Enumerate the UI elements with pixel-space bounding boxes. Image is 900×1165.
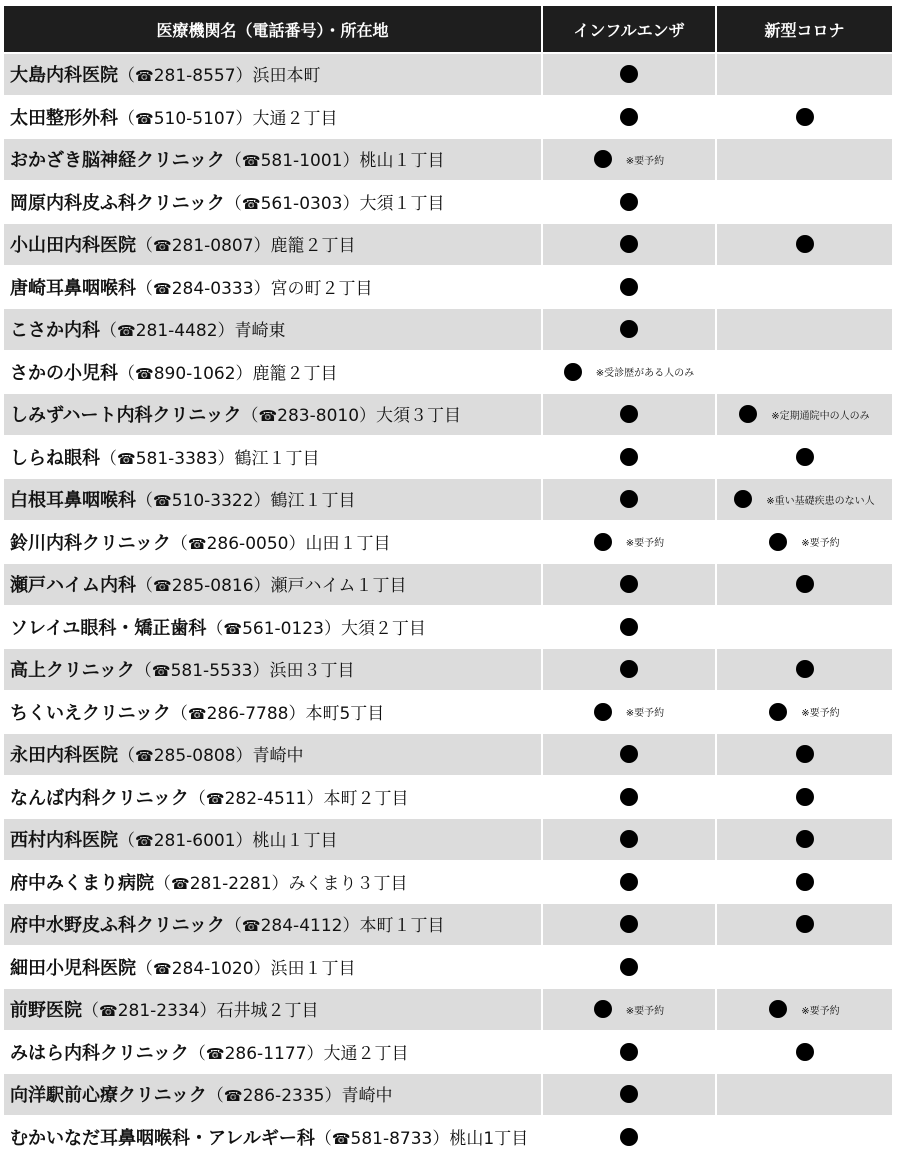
influenza-cell (543, 1032, 717, 1075)
clinic-cell (4, 437, 543, 480)
table-row (4, 862, 892, 905)
available-dot-icon (769, 1000, 787, 1018)
clinic-phone: （☎284-4112） (224, 916, 360, 937)
influenza-cell (543, 1117, 717, 1160)
covid-note: ※重い基礎疾患のない人 (766, 495, 875, 507)
covid-cell (717, 267, 892, 310)
clinic-phone: （☎561-0123） (206, 618, 341, 639)
clinic-address: 大通２丁目 (323, 1043, 409, 1064)
table-row (4, 947, 892, 990)
clinic-name: 瀬戸ハイム内科 (10, 575, 136, 597)
influenza-cell (543, 947, 717, 990)
available-dot-icon (594, 533, 612, 551)
influenza-cell (543, 692, 717, 735)
influenza-cell (543, 437, 717, 480)
covid-cell (717, 734, 892, 777)
clinic-phone: （☎285-0808） (118, 746, 253, 767)
available-dot-icon (620, 915, 638, 933)
available-dot-icon (620, 660, 638, 678)
clinic-phone: （☎281-8557） (118, 66, 253, 87)
table-row (4, 1117, 892, 1160)
phone-icon: ☎ (153, 577, 172, 596)
phone-icon: ☎ (241, 152, 261, 171)
clinic-address: みくまり３丁目 (288, 873, 408, 894)
covid-cell (717, 182, 892, 225)
clinic-phone: （☎581-5533） (134, 661, 270, 682)
table-row (4, 904, 892, 947)
influenza-cell (543, 394, 717, 437)
clinic-cell (4, 54, 543, 97)
clinic-name: なんば内科クリニック (10, 787, 189, 809)
covid-note: ※要予約 (801, 1005, 840, 1017)
influenza-cell (543, 1074, 717, 1117)
clinic-cell (4, 904, 543, 947)
clinic-cell (4, 1074, 543, 1117)
covid-cell (717, 777, 892, 820)
clinic-phone: （☎282-4511） (188, 788, 324, 809)
phone-icon: ☎ (99, 1002, 118, 1021)
available-dot-icon (620, 65, 638, 83)
available-dot-icon (796, 108, 814, 126)
influenza-cell (543, 479, 717, 522)
header-covid: 新型コロナ (717, 6, 892, 54)
available-dot-icon (796, 745, 814, 763)
influenza-cell (543, 182, 717, 225)
clinic-address: 鶴江１丁目 (234, 448, 320, 469)
available-dot-icon (620, 278, 638, 296)
clinic-address: 青崎中 (341, 1086, 393, 1107)
table-row (4, 182, 892, 225)
clinic-name: ソレイユ眼科・矯正歯科 (10, 617, 207, 639)
clinic-name: 高上クリニック (10, 660, 135, 682)
table-row (4, 267, 892, 310)
covid-cell (717, 394, 892, 437)
phone-icon: ☎ (187, 704, 207, 723)
clinic-cell (4, 947, 543, 990)
table-row (4, 607, 892, 650)
phone-icon: ☎ (223, 619, 243, 638)
clinic-phone: （☎286-1177） (188, 1043, 324, 1064)
table-row (4, 224, 892, 267)
covid-cell (717, 139, 892, 182)
covid-cell (717, 522, 892, 565)
available-dot-icon (734, 490, 752, 508)
clinic-address: 鹿籠２丁目 (270, 236, 356, 257)
available-dot-icon (594, 150, 612, 168)
table-row (4, 394, 892, 437)
available-dot-icon (620, 108, 638, 126)
clinic-address: 本町２丁目 (323, 788, 409, 809)
clinic-phone: （☎285-0816） (136, 576, 271, 597)
covid-cell (717, 309, 892, 352)
clinic-address: 大須２丁目 (340, 618, 426, 639)
clinic-cell (4, 1032, 543, 1075)
clinic-name: 向洋駅前心療クリニック (10, 1085, 207, 1107)
header-name: 医療機関名（電話番号）・所在地 (4, 6, 543, 54)
phone-icon: ☎ (135, 109, 154, 128)
influenza-cell (543, 819, 717, 862)
header-row (4, 6, 892, 54)
phone-icon: ☎ (153, 237, 172, 256)
clinic-phone: （☎581-3383） (100, 448, 235, 469)
covid-cell (717, 607, 892, 650)
clinic-phone: （☎281-4482） (100, 321, 235, 342)
clinic-phone: （☎284-1020） (136, 958, 271, 979)
clinic-cell (4, 479, 543, 522)
influenza-cell (543, 649, 717, 692)
phone-icon: ☎ (258, 407, 278, 426)
clinic-phone: （☎283-8010） (241, 406, 377, 427)
clinic-cell (4, 394, 543, 437)
clinic-cell (4, 989, 543, 1032)
clinic-address: 桃山1丁目 (449, 1128, 529, 1149)
available-dot-icon (620, 788, 638, 806)
phone-icon: ☎ (135, 747, 154, 766)
clinic-name: しらね眼科 (10, 447, 100, 469)
clinic-cell (4, 267, 543, 310)
clinic-address: 本町5丁目 (305, 703, 385, 724)
influenza-note: ※要予約 (625, 708, 665, 720)
influenza-cell (543, 54, 717, 97)
phone-icon: ☎ (205, 789, 225, 808)
influenza-cell (543, 564, 717, 607)
clinic-name: 小山田内科医院 (10, 235, 136, 257)
clinic-cell (4, 862, 543, 905)
clinic-name: 前野医院 (10, 1000, 82, 1022)
covid-note: ※要予約 (801, 538, 840, 550)
influenza-cell (543, 224, 717, 267)
clinic-address: 大須３丁目 (376, 406, 462, 427)
clinic-phone: （☎890-1062） (118, 363, 253, 384)
phone-icon: ☎ (135, 832, 154, 851)
available-dot-icon (620, 193, 638, 211)
clinic-cell (4, 139, 543, 182)
phone-icon: ☎ (153, 959, 172, 978)
available-dot-icon (620, 490, 638, 508)
clinic-phone: （☎510-3322） (136, 491, 271, 512)
clinic-name: 大島内科医院 (10, 65, 118, 87)
clinic-name: 永田内科医院 (10, 745, 118, 767)
clinic-phone: （☎561-0303） (224, 193, 360, 214)
clinic-phone: （☎286-0050） (170, 533, 306, 554)
clinic-cell (4, 224, 543, 267)
clinic-address: 桃山１丁目 (359, 151, 445, 172)
clinic-phone: （☎581-8733） (314, 1128, 450, 1149)
clinic-name: 西村内科医院 (10, 830, 118, 852)
available-dot-icon (796, 830, 814, 848)
influenza-cell (543, 989, 717, 1032)
covid-cell (717, 97, 892, 140)
available-dot-icon (796, 915, 814, 933)
table-row (4, 139, 892, 182)
table-row (4, 777, 892, 820)
influenza-note: ※要予約 (625, 538, 665, 550)
available-dot-icon (796, 575, 814, 593)
phone-icon: ☎ (153, 279, 172, 298)
phone-icon: ☎ (205, 1044, 225, 1063)
table-row (4, 54, 892, 97)
clinic-name: おかざき脳神経クリニック (10, 150, 225, 172)
clinic-address: 石井城２丁目 (216, 1001, 319, 1022)
clinic-name: 府中みくまり病院 (10, 872, 154, 894)
phone-icon: ☎ (171, 874, 190, 893)
clinic-address: 宮の町２丁目 (270, 278, 373, 299)
covid-note: ※定期通院中の人のみ (771, 410, 870, 422)
clinic-cell (4, 734, 543, 777)
clinic-name: 細田小児科医院 (10, 957, 136, 979)
clinic-address: 大須１丁目 (359, 193, 445, 214)
clinic-phone: （☎281-2334） (82, 1001, 217, 1022)
available-dot-icon (796, 448, 814, 466)
influenza-cell (543, 352, 717, 395)
covid-cell (717, 352, 892, 395)
clinic-phone: （☎281-6001） (118, 831, 253, 852)
table-row (4, 1074, 892, 1117)
clinic-cell (4, 309, 543, 352)
available-dot-icon (769, 703, 787, 721)
available-dot-icon (594, 1000, 612, 1018)
influenza-cell (543, 904, 717, 947)
clinic-address: 浜田本町 (252, 66, 321, 87)
table-row (4, 819, 892, 862)
covid-cell (717, 437, 892, 480)
available-dot-icon (620, 873, 638, 891)
clinic-name: 府中水野皮ふ科クリニック (10, 915, 225, 937)
table-row (4, 437, 892, 480)
available-dot-icon (796, 788, 814, 806)
clinic-name: こさか内科 (10, 320, 100, 342)
available-dot-icon (620, 235, 638, 253)
available-dot-icon (620, 575, 638, 593)
clinic-cell (4, 182, 543, 225)
clinic-phone: （☎510-5107） (118, 108, 253, 129)
clinic-cell (4, 777, 543, 820)
table-row (4, 564, 892, 607)
covid-cell (717, 989, 892, 1032)
clinic-cell (4, 819, 543, 862)
clinic-cell (4, 522, 543, 565)
available-dot-icon (594, 703, 612, 721)
influenza-cell (543, 97, 717, 140)
influenza-note: ※受診歴がある人のみ (595, 368, 695, 380)
table-row (4, 989, 892, 1032)
table-row (4, 1032, 892, 1075)
clinic-cell (4, 607, 543, 650)
table-row (4, 692, 892, 735)
clinic-phone: （☎581-1001） (224, 151, 360, 172)
clinic-address: 本町１丁目 (359, 916, 445, 937)
clinic-cell (4, 97, 543, 140)
covid-cell (717, 692, 892, 735)
available-dot-icon (620, 1085, 638, 1103)
clinic-address: 鹿籠２丁目 (252, 363, 338, 384)
table-row (4, 97, 892, 140)
available-dot-icon (564, 363, 582, 381)
clinic-address: 山田１丁目 (305, 533, 391, 554)
clinic-cell (4, 692, 543, 735)
available-dot-icon (620, 1043, 638, 1061)
available-dot-icon (769, 533, 787, 551)
table-row (4, 352, 892, 395)
clinic-address: 青崎中 (252, 746, 304, 767)
phone-icon: ☎ (331, 1129, 351, 1148)
covid-cell (717, 1074, 892, 1117)
table-row (4, 734, 892, 777)
clinic-address: 浜田３丁目 (269, 661, 355, 682)
clinic-name: しみずハート内科クリニック (10, 405, 242, 427)
covid-cell (717, 1032, 892, 1075)
phone-icon: ☎ (241, 194, 261, 213)
influenza-cell (543, 734, 717, 777)
header-influenza: インフルエンザ (543, 6, 717, 54)
clinic-cell (4, 649, 543, 692)
available-dot-icon (739, 405, 757, 423)
clinic-phone: （☎284-0333） (136, 278, 271, 299)
table-row (4, 479, 892, 522)
available-dot-icon (796, 1043, 814, 1061)
clinic-name: むかいなだ耳鼻咽喉科・アレルギー科 (10, 1127, 315, 1149)
influenza-cell (543, 309, 717, 352)
clinic-address: 瀬戸ハイム１丁目 (270, 576, 407, 597)
clinic-phone: （☎281-2281） (154, 873, 289, 894)
clinic-name: 唐崎耳鼻咽喉科 (10, 277, 136, 299)
clinic-name: 鈴川内科クリニック (10, 532, 171, 554)
covid-cell (717, 1117, 892, 1160)
available-dot-icon (620, 1128, 638, 1146)
clinic-phone: （☎286-2335） (206, 1086, 342, 1107)
phone-icon: ☎ (117, 449, 136, 468)
available-dot-icon (620, 405, 638, 423)
table-row (4, 309, 892, 352)
covid-cell (717, 819, 892, 862)
table-row (4, 522, 892, 565)
clinic-cell (4, 564, 543, 607)
covid-cell (717, 224, 892, 267)
available-dot-icon (796, 873, 814, 891)
table-row (4, 649, 892, 692)
influenza-cell (543, 267, 717, 310)
clinic-name: ちくいえクリニック (10, 702, 171, 724)
available-dot-icon (620, 320, 638, 338)
influenza-cell (543, 607, 717, 650)
clinic-name: みはら内科クリニック (10, 1042, 189, 1064)
influenza-note: ※要予約 (625, 1005, 665, 1017)
phone-icon: ☎ (153, 492, 172, 511)
covid-cell (717, 649, 892, 692)
clinic-name: 太田整形外科 (10, 107, 118, 129)
covid-cell (717, 947, 892, 990)
clinic-address: 大通２丁目 (252, 108, 338, 129)
clinic-name: さかの小児科 (10, 362, 118, 384)
phone-icon: ☎ (187, 534, 207, 553)
available-dot-icon (620, 958, 638, 976)
available-dot-icon (620, 618, 638, 636)
influenza-cell (543, 777, 717, 820)
clinic-table (4, 6, 892, 1159)
clinic-phone: （☎286-7788） (170, 703, 306, 724)
covid-cell (717, 904, 892, 947)
clinic-name: 白根耳鼻咽喉科 (10, 490, 136, 512)
phone-icon: ☎ (135, 364, 154, 383)
clinic-name: 岡原内科皮ふ科クリニック (10, 192, 225, 214)
available-dot-icon (796, 660, 814, 678)
phone-icon: ☎ (241, 917, 261, 936)
available-dot-icon (620, 745, 638, 763)
available-dot-icon (620, 448, 638, 466)
clinic-cell (4, 1117, 543, 1160)
covid-cell (717, 564, 892, 607)
available-dot-icon (620, 830, 638, 848)
covid-cell (717, 479, 892, 522)
covid-cell (717, 54, 892, 97)
influenza-cell (543, 139, 717, 182)
influenza-cell (543, 862, 717, 905)
clinic-address: 桃山１丁目 (252, 831, 338, 852)
clinic-phone: （☎281-0807） (136, 236, 271, 257)
phone-icon: ☎ (117, 322, 136, 341)
covid-cell (717, 862, 892, 905)
clinic-cell (4, 352, 543, 395)
phone-icon: ☎ (223, 1087, 243, 1106)
phone-icon: ☎ (135, 67, 154, 86)
covid-note: ※要予約 (801, 708, 840, 720)
phone-icon: ☎ (151, 662, 171, 681)
clinic-address: 鶴江１丁目 (270, 491, 356, 512)
influenza-cell (543, 522, 717, 565)
available-dot-icon (796, 235, 814, 253)
clinic-address: 浜田１丁目 (270, 958, 356, 979)
influenza-note: ※要予約 (625, 155, 665, 167)
clinic-address: 青崎東 (234, 321, 286, 342)
